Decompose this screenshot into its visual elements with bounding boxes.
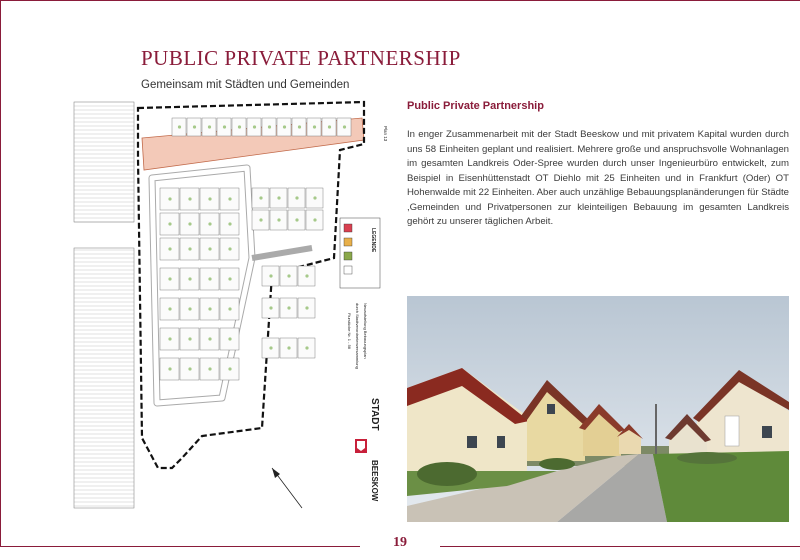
- tree-icon: [208, 197, 211, 200]
- street-photo: [407, 296, 789, 522]
- tree-icon: [168, 337, 171, 340]
- plan-number: Plan 13: [383, 126, 388, 142]
- tree-icon: [208, 125, 211, 128]
- tree-icon: [193, 125, 196, 128]
- tree-icon: [269, 306, 272, 309]
- tree-icon: [228, 247, 231, 250]
- tree-icon: [188, 247, 191, 250]
- left-rule: [0, 0, 1, 546]
- tree-icon: [208, 222, 211, 225]
- legend-swatch: [344, 266, 352, 274]
- tree-icon: [295, 218, 298, 221]
- tree-icon: [228, 367, 231, 370]
- tree-icon: [328, 125, 331, 128]
- tree-icon: [168, 367, 171, 370]
- page-title: PUBLIC PRIVATE PARTNERSHIP: [141, 46, 461, 70]
- tree-icon: [168, 247, 171, 250]
- page-number: 19: [393, 535, 407, 550]
- tree-icon: [228, 197, 231, 200]
- page-subtitle: Gemeinsam mit Städten und Gemeinden: [141, 79, 350, 91]
- tree-icon: [178, 125, 181, 128]
- svg-text:durch Stadtverordnetenversamml: durch Stadtverordnetenversammlung: [355, 303, 360, 369]
- legend-title: LEGENDE: [370, 228, 376, 253]
- tree-icon: [228, 277, 231, 280]
- tree-icon: [188, 337, 191, 340]
- tree-icon: [228, 222, 231, 225]
- tree-icon: [208, 337, 211, 340]
- tree-icon: [295, 196, 298, 199]
- tree-icon: [223, 125, 226, 128]
- tree-icon: [168, 277, 171, 280]
- tree-icon: [313, 218, 316, 221]
- tree-icon: [168, 197, 171, 200]
- tree-icon: [269, 274, 272, 277]
- top-rule: [0, 0, 800, 1]
- tree-icon: [343, 125, 346, 128]
- svg-text:Flurstücke Nr. 1 - 58: Flurstücke Nr. 1 - 58: [347, 313, 352, 350]
- tree-icon: [277, 218, 280, 221]
- tree-icon: [168, 307, 171, 310]
- city-coat-of-arms-icon: [355, 439, 367, 453]
- tree-icon: [268, 125, 271, 128]
- tree-icon: [283, 125, 286, 128]
- tree-icon: [287, 306, 290, 309]
- tree-icon: [287, 274, 290, 277]
- tree-icon: [259, 218, 262, 221]
- tree-icon: [287, 346, 290, 349]
- svg-text:Neuaufstellung Bebauungsplan: Neuaufstellung Bebauungsplan: [363, 303, 368, 359]
- stadt-label: STADT: [369, 398, 380, 431]
- tree-icon: [208, 247, 211, 250]
- tree-icon: [188, 197, 191, 200]
- legend-swatch: [344, 238, 352, 246]
- tree-icon: [188, 222, 191, 225]
- tree-icon: [208, 277, 211, 280]
- city-label: BEESKOW: [370, 460, 379, 502]
- tree-icon: [259, 196, 262, 199]
- legend-swatch: [344, 252, 352, 260]
- tree-icon: [188, 277, 191, 280]
- tree-icon: [188, 367, 191, 370]
- tree-icon: [228, 307, 231, 310]
- tree-icon: [305, 346, 308, 349]
- tree-icon: [313, 125, 316, 128]
- tree-icon: [238, 125, 241, 128]
- tree-icon: [228, 337, 231, 340]
- tree-icon: [208, 307, 211, 310]
- tree-icon: [269, 346, 272, 349]
- legend-swatch: [344, 224, 352, 232]
- section-heading: Public Private Partnership: [407, 100, 544, 112]
- tree-icon: [188, 307, 191, 310]
- tree-icon: [277, 196, 280, 199]
- tree-icon: [313, 196, 316, 199]
- tree-icon: [208, 367, 211, 370]
- body-paragraph: In enger Zusammenarbeit mit der Stadt Beeskow und mit privatem Kapital wurden durch uns 58 Einheiten geplant und realisiert. Mehrere große und anspruchsvolle Wohnanlagen im gesamten Landkreis Oder-Spree wurden durch unser Ingenieurbüro entwickelt, zum Beispiel in Eisenhüttenstadt OT Diehlo mit 25 Einheiten und in Frankfurt (Oder) OT Hohenwalde mit 22 Einheiten. Aber auch unzählige Bebauungsplanänderungen für Städte ,Gemeinden und Privatpersonen zur kleinteiligen Bebauung im gesamten Landkreis gehört zu unserer täglichen Arbeit.: [407, 129, 789, 227]
- tree-icon: [305, 274, 308, 277]
- tree-icon: [298, 125, 301, 128]
- tree-icon: [168, 222, 171, 225]
- site-plan-drawing: [72, 98, 398, 528]
- tree-icon: [253, 125, 256, 128]
- tree-icon: [305, 306, 308, 309]
